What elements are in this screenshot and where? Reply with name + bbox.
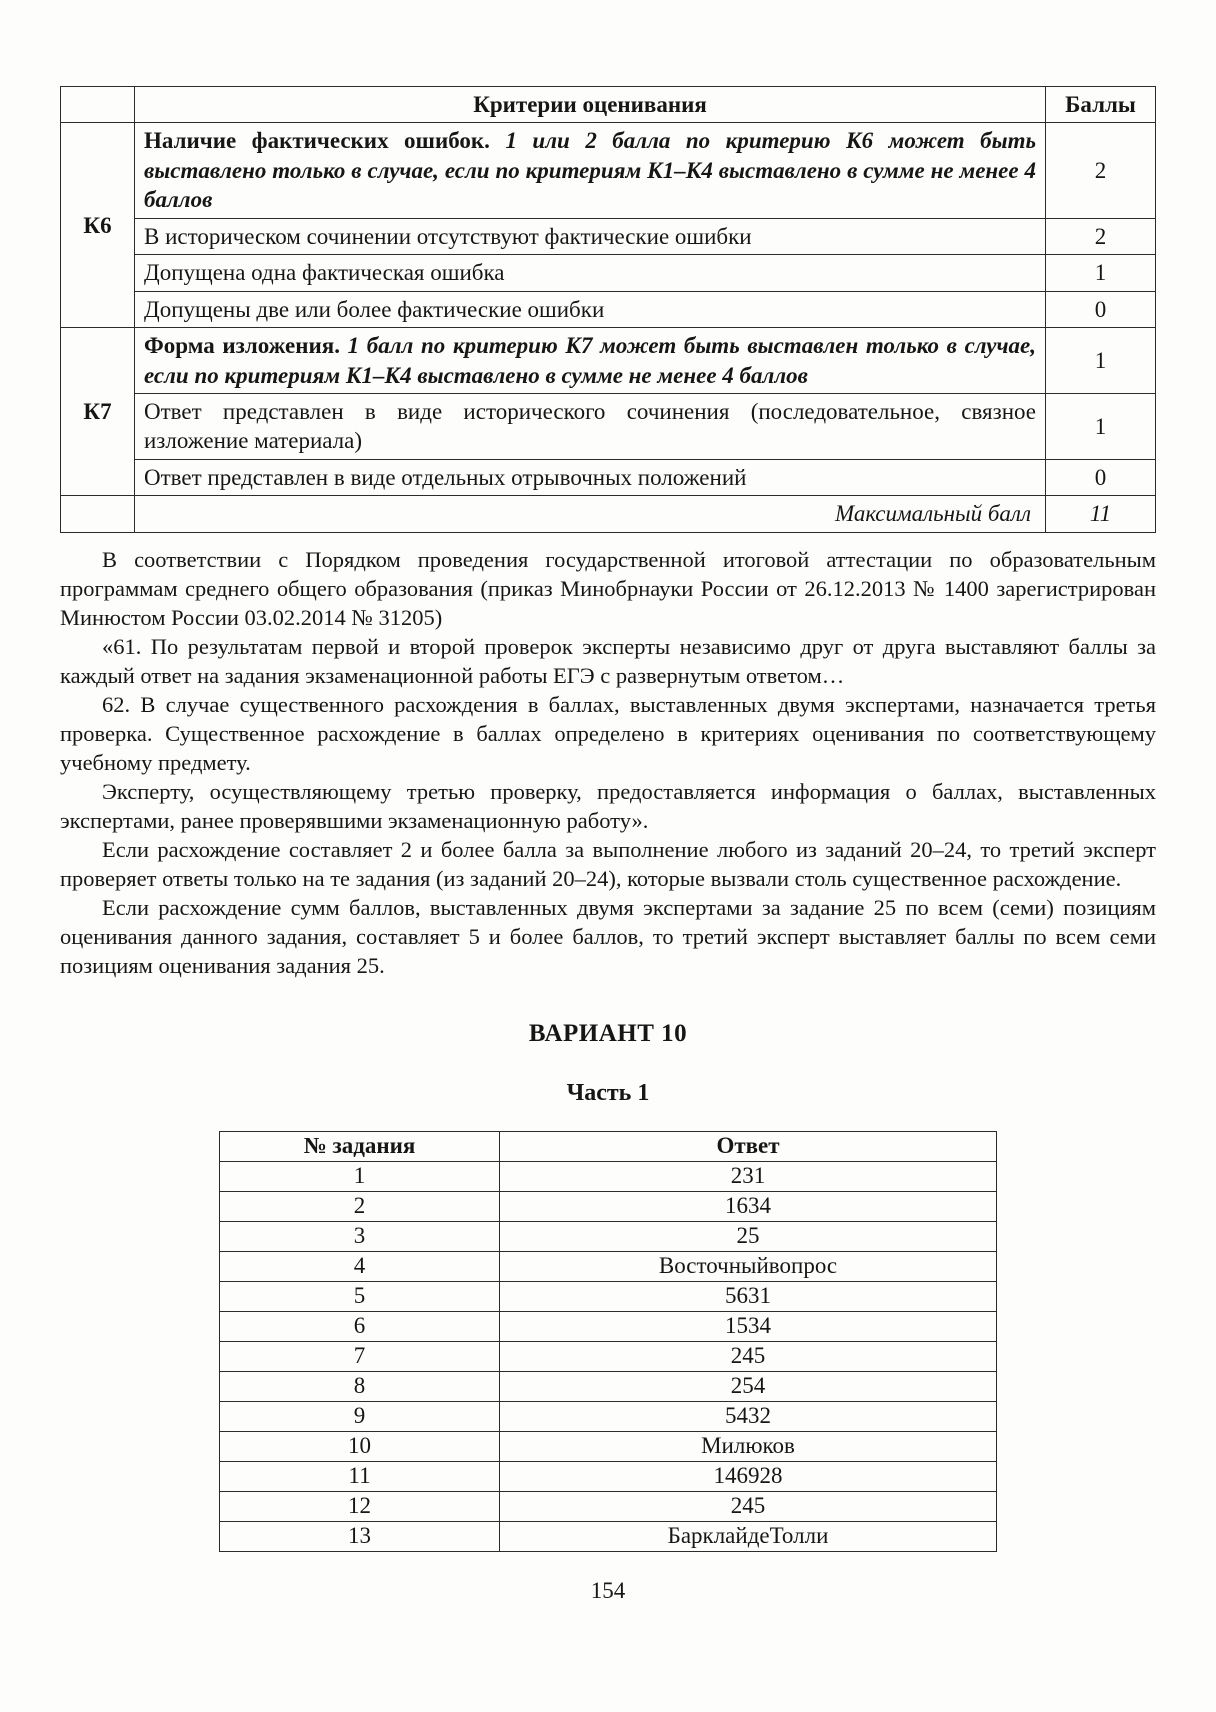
body-paragraph: В соответствии с Порядком проведения государственной итоговой аттестации по образовательным программам среднего общего образования (приказ Минобрнауки России от 26.12.2013 № 1400 зарегистрирован Минюстом России 03.02.2014 № 31205): [60, 546, 1156, 630]
k7-intro-italic: 1 балл по критерию К7 может быть выставлен только в случае, если по критериям К1–К4 выставлено в сумме не менее 4 баллов: [144, 333, 1037, 388]
task-number: 12: [220, 1491, 500, 1521]
k7-intro-cell: [135, 328, 1046, 394]
k7-intro-points: 1: [1046, 328, 1156, 394]
points-column-header: Баллы: [1046, 87, 1156, 123]
answer-row: [220, 1221, 997, 1251]
k6-row-1: [61, 218, 1156, 254]
task-number: 5: [220, 1281, 500, 1311]
k6-row-3: [61, 291, 1156, 327]
task-number: 6: [220, 1311, 500, 1341]
task-answer: 1534: [500, 1311, 997, 1341]
task-answer: 5631: [500, 1281, 997, 1311]
answer-row: [220, 1341, 997, 1371]
k6-intro-row: [61, 123, 1156, 218]
answer-row: [220, 1281, 997, 1311]
criterion-points: 2: [1046, 218, 1156, 254]
criteria-table: [60, 86, 1156, 533]
task-answer: 245: [500, 1341, 997, 1371]
k6-row-2: [61, 255, 1156, 291]
answer-row: [220, 1161, 997, 1191]
body-paragraph: Если расхождение составляет 2 и более балла за выполнение любого из заданий 20–24, то третий эксперт проверяет ответы только на те задания (из заданий 20–24), которые вызвали столь существенное расхождение.: [60, 836, 1156, 891]
task-answer: 25: [500, 1221, 997, 1251]
page-number: 154: [590, 1577, 626, 1603]
body-text: [60, 545, 1156, 980]
answer-row: [220, 1431, 997, 1461]
criterion-text: Допущена одна фактическая ошибка: [135, 255, 1046, 291]
criterion-code-k7: К7: [61, 328, 135, 496]
criterion-text: Допущены две или более фактические ошибки: [135, 291, 1046, 327]
task-answer: 231: [500, 1161, 997, 1191]
answer-row: [220, 1491, 997, 1521]
answer-row: [220, 1401, 997, 1431]
k7-intro-row: [61, 328, 1156, 394]
max-score-empty-cell: [61, 496, 135, 532]
answer-header: Ответ: [500, 1131, 997, 1161]
criterion-text: В историческом сочинении отсутствуют фактические ошибки: [135, 218, 1046, 254]
k6-intro-italic: 1 или 2 балла по критерию К6 может быть выставлено только в случае, если по критериям К1–К4 выставлено в сумме не менее 4 баллов: [144, 128, 1037, 213]
body-paragraph: Эксперту, осуществляющему третью проверку, предоставляется информация о баллах, выставленных экспертами, ранее проверявшими экзаменационную работу».: [60, 778, 1156, 833]
body-paragraph: Если расхождение сумм баллов, выставленных двумя экспертами за задание 25 по всем (семи) позициям оценивания данного задания, составляет 5 и более баллов, то третий эксперт выставляет баллы по всем семи позициям оценивания задания 25.: [60, 894, 1156, 978]
answer-row: [220, 1521, 997, 1551]
body-paragraph: «61. По результатам первой и второй проверок эксперты независимо друг от друга выставляют баллы за каждый ответ на задания экзаменационной работы ЕГЭ с развернутым ответом…: [60, 633, 1156, 688]
criteria-column-header: Критерии оценивания: [135, 87, 1046, 123]
criterion-points: 0: [1046, 291, 1156, 327]
task-number: 8: [220, 1371, 500, 1401]
k6-intro-bold: Наличие фактических ошибок.: [144, 128, 490, 154]
k7-row-1: [61, 393, 1156, 459]
task-answer: 5432: [500, 1401, 997, 1431]
part-title: Часть 1: [566, 1079, 650, 1106]
task-answer: 1634: [500, 1191, 997, 1221]
answers-header-row: [220, 1131, 997, 1161]
task-answer: 254: [500, 1371, 997, 1401]
task-number: 3: [220, 1221, 500, 1251]
max-score-row: [61, 496, 1156, 532]
task-number: 1: [220, 1161, 500, 1191]
criterion-text: Ответ представлен в виде исторического сочинения (последовательное, связное изложение материала): [135, 393, 1046, 459]
task-number: 10: [220, 1431, 500, 1461]
criterion-points: 1: [1046, 255, 1156, 291]
task-answer: 245: [500, 1491, 997, 1521]
task-number-header: № задания: [220, 1131, 500, 1161]
criteria-header-row: [61, 87, 1156, 123]
k6-intro-cell: [135, 123, 1046, 218]
task-number: 7: [220, 1341, 500, 1371]
answer-row: [220, 1191, 997, 1221]
variant-title: ВАРИАНТ 10: [528, 1019, 688, 1047]
answer-row: [220, 1251, 997, 1281]
task-answer: 146928: [500, 1461, 997, 1491]
task-number: 2: [220, 1191, 500, 1221]
max-score-points: 11: [1046, 496, 1156, 532]
task-number: 4: [220, 1251, 500, 1281]
criterion-code-header-cell: [61, 87, 135, 123]
criterion-text: Ответ представлен в виде отдельных отрывочных положений: [135, 459, 1046, 495]
criterion-points: 1: [1046, 393, 1156, 459]
task-answer: Милюков: [500, 1431, 997, 1461]
k7-intro-bold: Форма изложения.: [144, 333, 340, 359]
max-score-label: Максимальный балл: [135, 496, 1046, 532]
answer-row: [220, 1311, 997, 1341]
task-answer: Восточныйвопрос: [500, 1251, 997, 1281]
answer-row: [220, 1461, 997, 1491]
answer-row: [220, 1371, 997, 1401]
task-number: 11: [220, 1461, 500, 1491]
k7-row-2: [61, 459, 1156, 495]
task-number: 13: [220, 1521, 500, 1551]
k6-intro-points: 2: [1046, 123, 1156, 218]
body-paragraph: 62. В случае существенного расхождения в баллах, выставленных двумя экспертами, назначается третья проверка. Существенное расхождение в баллах определено в критериях оценивания по соответствующему учебному предмету.: [60, 691, 1156, 775]
task-answer: БарклайдеТолли: [500, 1521, 997, 1551]
criterion-points: 0: [1046, 459, 1156, 495]
criterion-code-k6: К6: [61, 123, 135, 328]
task-number: 9: [220, 1401, 500, 1431]
answers-table: [219, 1131, 997, 1552]
